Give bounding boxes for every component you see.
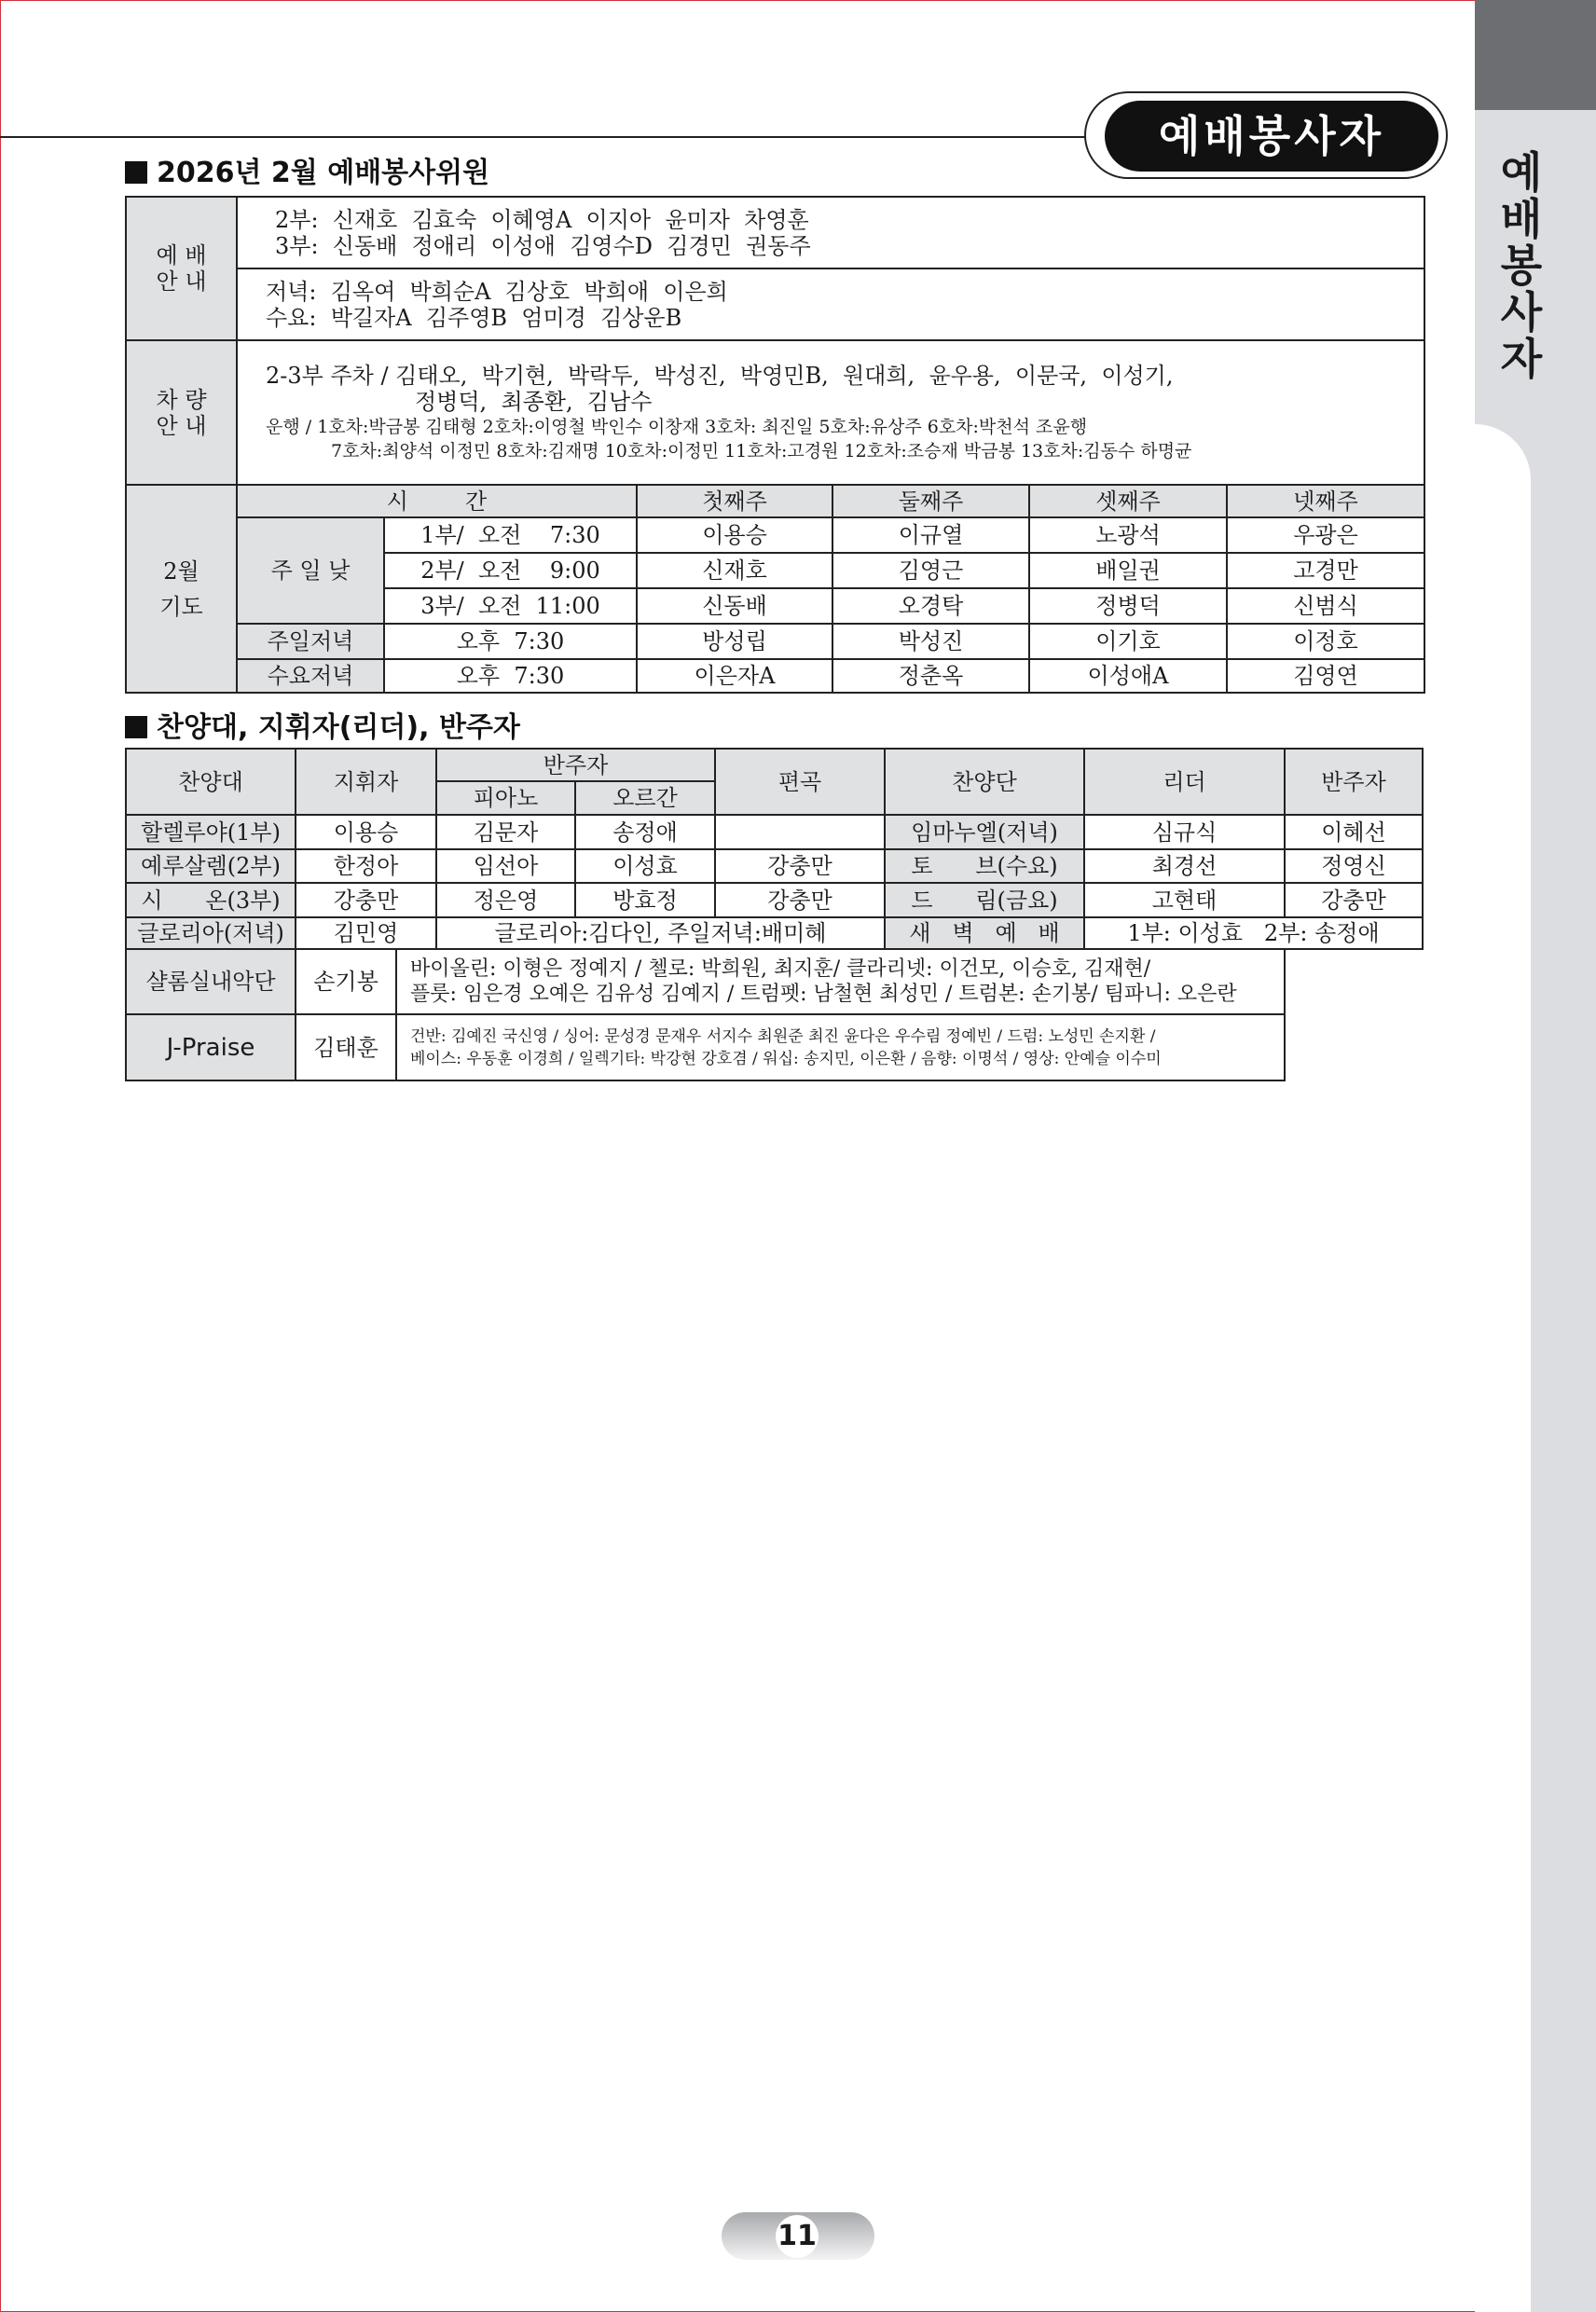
section-title-text: 2026년 2월 예배봉사위원 — [157, 157, 490, 189]
team-name: 새 벽 예 배 — [885, 917, 1084, 949]
prayer-name: 정병덕 — [1029, 588, 1227, 624]
choir-name: 시 온(3부) — [126, 883, 296, 917]
week-3-header: 셋째주 — [1029, 485, 1227, 517]
worship-guide-evening — [237, 268, 1424, 340]
prayer-name: 방성립 — [637, 624, 832, 659]
conductor: 이용승 — [296, 815, 436, 849]
piano: 정은영 — [436, 883, 575, 917]
time-cell: 2부/ 오전 9:00 — [384, 553, 637, 588]
ensemble-line-2: 플룻: 임은경 오예은 김유성 김예지 / 트럼펫: 남철현 최성민 / 트럼본: 손기봉/ 팀파니: 오은란 — [410, 983, 1237, 1006]
parking-line-1: 2-3부 주차 / 김태오, 박기현, 박락두, 박성진, 박영민B, 원대희, 윤우용, 이문국, 이성기, — [266, 362, 1174, 389]
prayer-name: 배일권 — [1029, 553, 1227, 588]
prayer-name: 이은자A — [637, 659, 832, 693]
header-arrange: 편곡 — [715, 749, 885, 815]
header-conductor: 지휘자 — [296, 749, 436, 815]
team-name: 임마누엘(저녁) — [885, 815, 1084, 849]
square-bullet-icon — [125, 161, 147, 184]
header-piano: 피아노 — [436, 781, 575, 815]
arrange: 강충만 — [715, 849, 885, 883]
prayer-name: 박성진 — [832, 624, 1029, 659]
week-1-header: 첫째주 — [637, 485, 832, 517]
prayer-name: 이성애A — [1029, 659, 1227, 693]
piano: 임선아 — [436, 849, 575, 883]
section-title-servers — [125, 149, 489, 190]
week-4-header: 넷째주 — [1227, 485, 1424, 517]
prayer-name: 노광석 — [1029, 517, 1227, 553]
driving-line-2: 7호차:최양석 이정민 8호차:김재명 10호차:이정민 11호차:고경원 12호차:조승재 박금봉 13호차:김동수 하명균 — [331, 440, 1192, 461]
leader: 고현태 — [1084, 883, 1285, 917]
prayer-name: 신범식 — [1227, 588, 1424, 624]
choir-table — [125, 748, 1424, 1081]
servers-table — [125, 196, 1425, 694]
ensemble-members — [396, 949, 1285, 1014]
header-leader: 리더 — [1084, 749, 1285, 815]
header-accompanist: 반주자 — [436, 749, 715, 781]
prayer-name: 고경만 — [1227, 553, 1424, 588]
service-3-servers: 3부: 신동배 정애리 이성애 김영수D 김경민 권동주 — [275, 232, 811, 259]
team-accompanist: 이혜선 — [1285, 815, 1423, 849]
time-cell: 1부/ 오전 7:30 — [384, 517, 637, 553]
prayer-name: 이기호 — [1029, 624, 1227, 659]
prayer-name: 이용승 — [637, 517, 832, 553]
gloria-accompanists: 글로리아:김다인, 주일저녁:배미혜 — [436, 917, 885, 949]
section-title-choir — [125, 704, 520, 745]
header-choir: 찬양대 — [126, 749, 296, 815]
sunday-day-label: 주 일 낮 — [237, 517, 384, 624]
section-title-text: 찬양대, 지휘자(리더), 반주자 — [157, 711, 520, 744]
team-accompanist: 정영신 — [1285, 849, 1423, 883]
band-conductor: 김태훈 — [296, 1014, 396, 1080]
side-tab-label: 예배봉사자 — [1500, 147, 1543, 384]
prayer-name: 신재호 — [637, 553, 832, 588]
prayer-name: 신동배 — [637, 588, 832, 624]
week-2-header: 둘째주 — [832, 485, 1029, 517]
worship-guide-label: 예 배 안 내 — [126, 197, 237, 340]
wednesday-servers: 수요: 박길자A 김주영B 엄미경 김상운B — [266, 304, 682, 331]
side-tab-top — [1475, 0, 1596, 110]
worship-guide-services — [237, 197, 1424, 268]
organ: 송정애 — [575, 815, 715, 849]
header-organ: 오르간 — [575, 781, 715, 815]
arrange — [715, 815, 885, 849]
team-name: 토 브(수요) — [885, 849, 1084, 883]
side-tab-notch — [1475, 424, 1531, 2312]
header-rule — [0, 136, 1089, 138]
choir-name: 글로리아(저녁) — [126, 917, 296, 949]
conductor: 강충만 — [296, 883, 436, 917]
time-cell: 3부/ 오전 11:00 — [384, 588, 637, 624]
header-team-accompanist: 반주자 — [1285, 749, 1423, 815]
sunday-evening-label: 주일저녁 — [237, 624, 384, 659]
prayer-name: 이정호 — [1227, 624, 1424, 659]
time-header: 시 간 — [237, 485, 637, 517]
organ: 방효정 — [575, 883, 715, 917]
time-cell: 오후 7:30 — [384, 659, 637, 693]
vehicle-guide-label: 차 량 안 내 — [126, 340, 237, 485]
prayer-name: 김영근 — [832, 553, 1029, 588]
driving-line-1: 운행 / 1호차:박금봉 김태형 2호차:이영철 박인수 이창재 3호차: 최진일 5호차:유상주 6호차:박천석 조윤행 — [266, 416, 1088, 437]
arrange: 강충만 — [715, 883, 885, 917]
prayer-name: 정춘옥 — [832, 659, 1029, 693]
header-team: 찬양단 — [885, 749, 1084, 815]
ensemble-line-1: 바이올린: 이형은 정예지 / 첼로: 박희원, 최지훈/ 클라리넷: 이건모, 이승호, 김재현/ — [410, 957, 1151, 981]
evening-servers: 저녁: 김옥여 박희순A 김상호 박희애 이은희 — [266, 278, 728, 305]
band-line-1: 건반: 김예진 국신영 / 싱어: 문성경 문재우 서지수 최원준 최진 윤다은 우수림 정예빈 / 드럼: 노성민 손지환 / — [410, 1026, 1156, 1046]
vehicle-guide-content — [237, 340, 1424, 485]
team-name: 드 림(금요) — [885, 883, 1084, 917]
band-name: J-Praise — [126, 1014, 296, 1080]
ensemble-name: 샬롬실내악단 — [126, 949, 296, 1014]
piano: 김문자 — [436, 815, 575, 849]
prayer-name: 이규열 — [832, 517, 1029, 553]
prayer-name: 김영연 — [1227, 659, 1424, 693]
prayer-name: 우광은 — [1227, 517, 1424, 553]
leader: 심규식 — [1084, 815, 1285, 849]
leader: 최경선 — [1084, 849, 1285, 883]
ensemble-conductor: 손기봉 — [296, 949, 396, 1014]
header-badge: 예배봉사자 — [1105, 101, 1438, 172]
organ: 이성효 — [575, 849, 715, 883]
conductor: 김민영 — [296, 917, 436, 949]
page-number: 11 — [776, 2215, 819, 2258]
prayer-name: 오경탁 — [832, 588, 1029, 624]
prayer-label: 2월 기도 — [126, 485, 237, 693]
square-bullet-icon — [125, 716, 147, 738]
wednesday-evening-label: 수요저녁 — [237, 659, 384, 693]
parking-line-2: 정병덕, 최종환, 김남수 — [415, 388, 653, 415]
dawn-service-detail: 1부: 이성효 2부: 송정애 — [1084, 917, 1423, 949]
team-accompanist: 강충만 — [1285, 883, 1423, 917]
choir-name: 예루살렘(2부) — [126, 849, 296, 883]
conductor: 한정아 — [296, 849, 436, 883]
band-members — [396, 1014, 1285, 1080]
choir-name: 할렐루야(1부) — [126, 815, 296, 849]
band-line-2: 베이스: 우동훈 이경희 / 일렉기타: 박강현 강호겸 / 워십: 송지민, 이은환 / 음향: 이명석 / 영상: 안예슬 이수미 — [410, 1049, 1162, 1068]
time-cell: 오후 7:30 — [384, 624, 637, 659]
service-2-servers: 2부: 신재호 김효숙 이혜영A 이지아 윤미자 차영훈 — [275, 206, 809, 233]
